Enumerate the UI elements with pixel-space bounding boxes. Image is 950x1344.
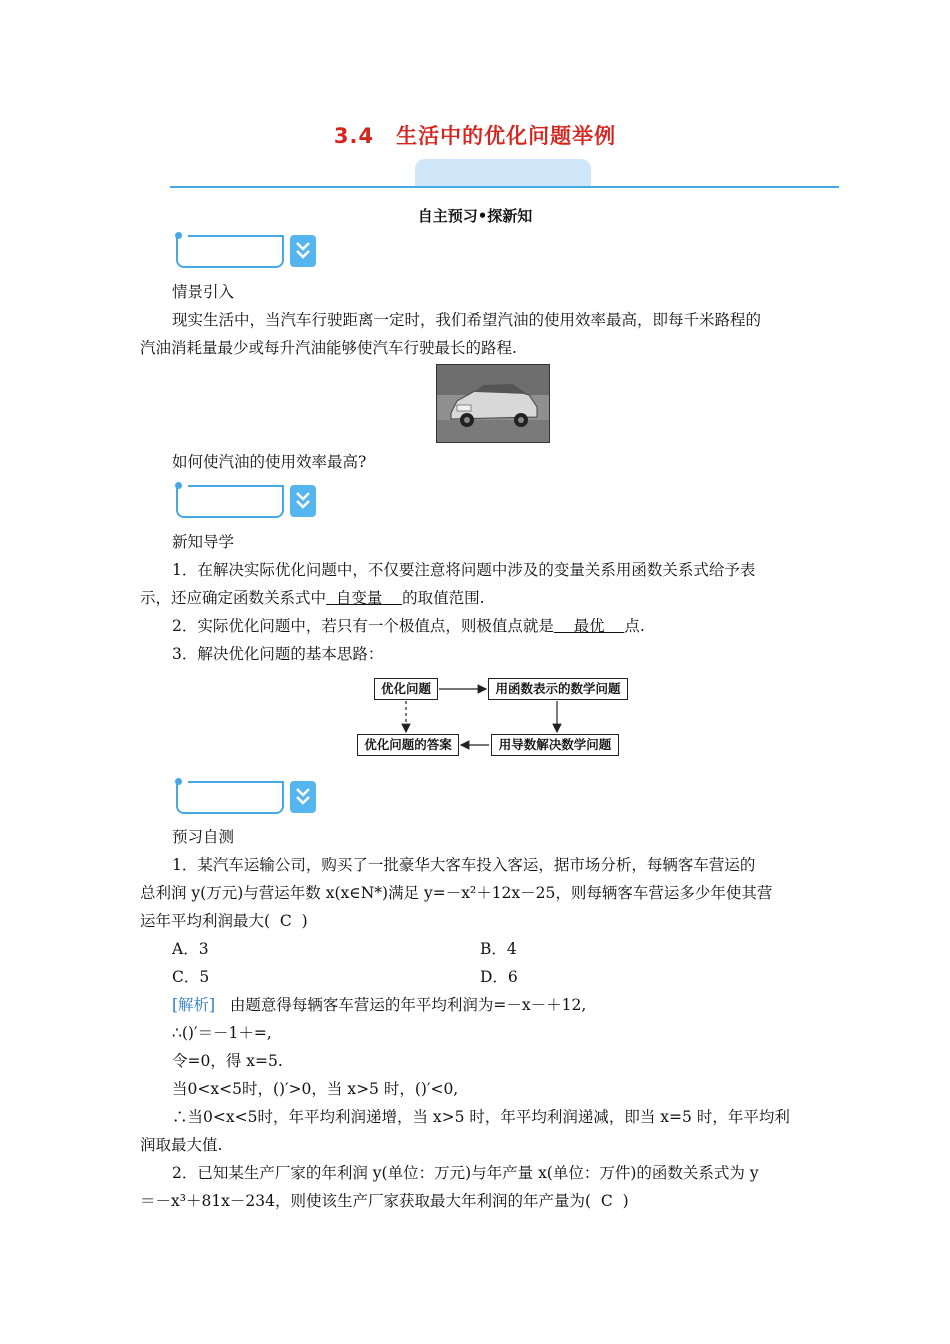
self-test-label: 预习自测 <box>172 828 235 846</box>
analysis-line: 令=0，得 x=5. <box>172 1052 283 1070</box>
option-c: C．5 <box>172 968 210 986</box>
flow-box-function-problem: 用函数表示的数学问题 <box>488 678 628 700</box>
blank-answer: 自变量 <box>335 589 383 607</box>
question-1-line: 1．某汽车运输公司，购买了一批豪华大客车投入客运，据市场分析，每辆客车营运的 <box>172 856 756 874</box>
question-2-line: 2．已知某生产厂家的年利润 y(单位：万元)与年产量 x(单位：万件)的函数关系式为 y <box>172 1164 759 1182</box>
knowledge-item-2: 2．实际优化问题中，若只有一个极值点，则极值点就是 最优 点. <box>172 617 645 635</box>
analysis-line: 润取最大值. <box>140 1136 223 1154</box>
flow-box-optimization-problem: 优化问题 <box>374 678 438 700</box>
knowledge-item-1: 1．在解决实际优化问题中，不仅要注意将问题中涉及的变量关系用函数关系式给予表 <box>172 561 756 579</box>
intro-label: 情景引入 <box>172 283 235 301</box>
section-title: 自主预习•探新知 <box>417 207 533 225</box>
double-chevron-down-icon <box>290 781 316 813</box>
intro-question: 如何使汽油的使用效率最高? <box>172 453 367 471</box>
blank-answer: 最优 <box>573 617 605 635</box>
analysis-line: ∴()′＝－1＋=, <box>172 1024 272 1042</box>
flow-box-answer: 优化问题的答案 <box>357 734 459 756</box>
question-2-line: ＝－x³＋81x－234，则使该生产厂家获取最大年利润的年产量为( C ) <box>140 1192 629 1210</box>
title-text: 生活中的优化问题举例 <box>396 124 617 148</box>
question-2-answer: C <box>600 1192 613 1210</box>
intro-paragraph-line: 现实生活中，当汽车行驶距离一定时，我们希望汽油的使用效率最高，即每千米路程的 <box>172 311 762 329</box>
section-header-box <box>176 783 284 814</box>
option-d: D．6 <box>480 968 518 986</box>
header-dot-icon <box>175 778 182 785</box>
question-1-line: 总利润 y(万元)与营运年数 x(x∈N*)满足 y=－x²＋12x－25，则每辆客车营运多少年使其营 <box>140 884 773 902</box>
analysis-line: ∴当0<x<5时，年平均利润递增，当 x>5 时，年平均利润递减，即当 x=5 时，年平均利 <box>172 1108 790 1126</box>
knowledge-item-1-cont: 示，还应确定函数关系式中 自变量 的取值范围. <box>140 589 485 607</box>
analysis-line: [解析] 由题意得每辆客车营运的年平均利润为=－x－＋12, <box>172 996 587 1014</box>
title-number: 3.4 <box>333 124 375 148</box>
analysis-tag: [解析] <box>172 996 216 1014</box>
option-b: B．4 <box>480 940 517 958</box>
knowledge-item-3: 3．解决优化问题的基本思路： <box>172 645 384 663</box>
new-knowledge-label: 新知导学 <box>172 533 235 551</box>
question-1-line: 运年平均利润最大( C ) <box>140 912 308 930</box>
question-1-answer: C <box>279 912 292 930</box>
flow-box-derivative-solution: 用导数解决数学问题 <box>491 734 619 756</box>
analysis-line: 当0<x<5时，()′>0，当 x>5 时，()′<0, <box>172 1080 459 1098</box>
intro-paragraph-line: 汽油消耗量最少或每升汽油能够使汽车行驶最长的路程. <box>140 339 517 357</box>
option-a: A．3 <box>172 940 209 958</box>
